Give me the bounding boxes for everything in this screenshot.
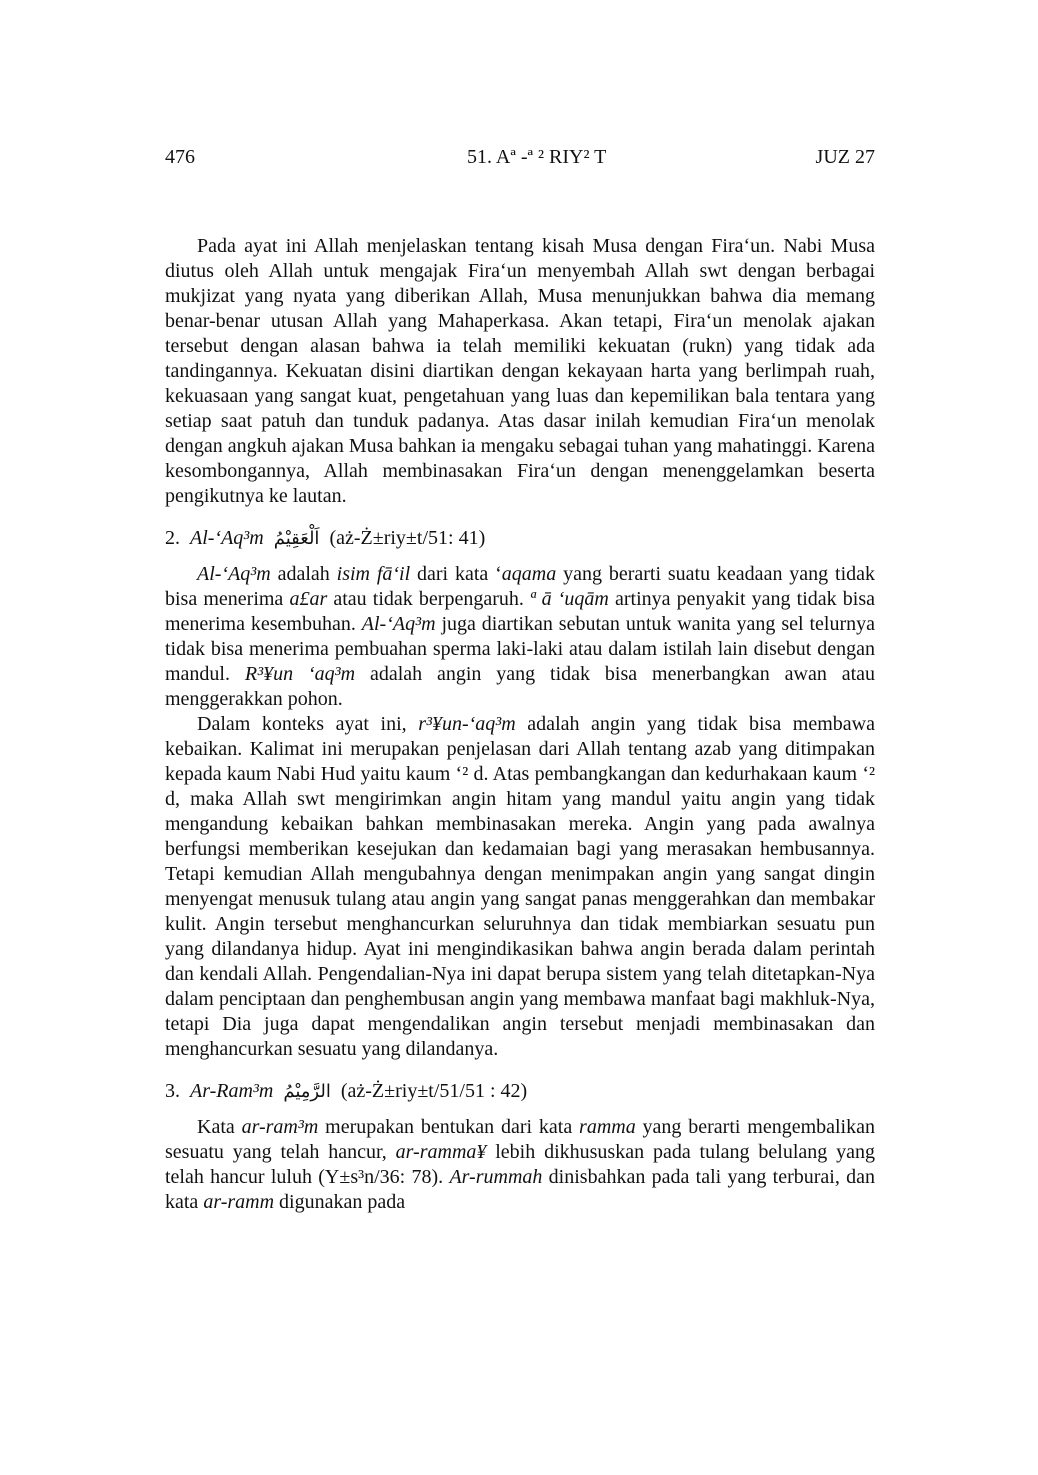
text-run: adalah (270, 563, 337, 585)
juz-label: JUZ 27 (815, 146, 875, 168)
section-term: Al-‘Aq³m (190, 527, 264, 549)
text-run: atau tidak berpengaruh. (327, 588, 530, 610)
text-run: Kata (197, 1116, 242, 1138)
paragraph-al-aqim-definition (165, 562, 875, 712)
text-run: artinya penyakit yang tidak bisa menerima kesembuhan. (165, 588, 875, 635)
arabic-term: الرَّمِيْمُ (283, 1081, 331, 1102)
paragraph-al-aqim-context (165, 712, 875, 1062)
text-run: adalah angin yang tidak bisa membawa kebaikan. Kalimat ini merupakan penjelasan dari Allah tentang azab yang ditimpakan kepada kaum Nabi Hud yaitu kaum ‘² d. Atas pembangkangan dan kedurhakaan kaum ‘² d, maka Allah swt mengirimkan angin hitam yang mandul yaitu angin yang tidak mengandung kebaikan bahkan membinasakan mereka. Angin yang pada awalnya berfungsi memberikan kesejukan dan kedamaian bagi yang merasakan hembusannya. Tetapi kemudian Allah mengubahnya dengan menimpakan angin yang sangat dingin menyengat menusuk tulang atau angin yang sangat panas menggerahkan dan membakar kulit. Angin tersebut menghancurkan seluruhnya dan tidak membiarkan sesuatu pun yang dilandanya hidup. Ayat ini mengindikasikan bahwa angin berada dalam perintah dan kendali Allah. Pengendalian-Nya ini dapat berupa sistem yang telah ditetapkan-Nya dalam penciptaan dan penghembusan angin yang membawa manfaat bagi makhluk-Nya, tetapi Dia juga dapat mengendalikan angin tersebut menjadi membinasakan dan menghancurkan sesuatu yang dilandanya. (165, 713, 875, 1060)
term-italic: ar-ramma¥ (395, 1141, 487, 1163)
text-run: adalah angin yang tidak bisa menerbangkan awan atau menggerakkan pohon. (165, 663, 875, 710)
running-title: 51. Aª -ª ² RIY² T (467, 146, 607, 168)
section-reference: (aż-Ż±riy±t/51/51 : 42) (340, 1080, 528, 1102)
text-run: lebih dikhususkan pada tulang belulang yang telah hancur luluh (Y±s³n/36: 78). (165, 1141, 876, 1188)
term-italic: ar-ramm (203, 1191, 275, 1213)
section-reference: (aż-Ż±riy±t/51: 41) (329, 527, 486, 549)
term-italic: r³¥un-‘aq³m (418, 713, 516, 735)
term-italic: aqama (501, 563, 557, 585)
term-italic: a£ar (289, 588, 328, 610)
term-italic: isim fā‘il (336, 563, 411, 585)
text-run: yang berarti mengembalikan sesuatu yang telah hancur, (165, 1116, 875, 1163)
term-italic: Ar-rummah (449, 1166, 543, 1188)
text-run: Dalam konteks ayat ini, (197, 713, 419, 735)
section-term: Ar-Ram³m (190, 1080, 274, 1102)
text-run: dinisbahkan pada tali yang terburai, dan kata (165, 1166, 875, 1213)
text-run: digunakan pada (274, 1191, 406, 1213)
section-number: 2. (165, 527, 180, 549)
section-heading-al-aqim (165, 524, 875, 553)
paragraph-firaun: Pada ayat ini Allah menjelaskan tentang kisah Musa dengan Fira‘un. Nabi Musa diutus oleh Allah untuk mengajak Fira‘un menyembah Allah swt dengan berbagai mukjizat yang nyata yang diberikan Allah, Musa menunjukkan bahwa dia memang benar-benar utusan Allah yang Mahaperkasa. Akan tetapi, Fira‘un menolak ajakan tersebut dengan alasan bahwa ia telah memiliki kekuatan (rukn) yang tidak ada tandingannya. Kekuatan disini diartikan dengan kekayaan harta yang berlimpah ruah, kekuasaan yang sangat kuat, pengetahuan yang luas dan kepemilikan bala tentara yang setiap saat patuh dan tunduk padanya. Atas dasar inilah kemudian Fira‘un menolak dengan angkuh ajakan Musa bahkan ia mengaku sebagai tuhan yang mahatinggi. Karena kesombongannya, Allah membinasakan Fira‘un dengan menenggelamkan beserta pengikutnya ke lautan. (165, 235, 875, 507)
term-italic: ar-ram³m (241, 1116, 319, 1138)
main-text (165, 234, 875, 1215)
section-number: 3. (165, 1080, 180, 1102)
text-run: merupakan bentukan dari kata (318, 1116, 580, 1138)
section-heading-ar-ramim (165, 1077, 875, 1106)
page-number: 476 (165, 146, 195, 168)
term-italic: ª ā ‘uqām (530, 588, 609, 610)
text-run: dari kata ‘ (410, 563, 502, 585)
arabic-term: اَلْعَقِيْمُ (273, 528, 320, 549)
paragraph-ar-ramim-definition (165, 1115, 875, 1215)
page-header (165, 146, 875, 174)
text-run: yang berarti suatu keadaan yang tidak bisa menerima (165, 563, 876, 610)
term-italic: Al-‘Aq³m (361, 613, 436, 635)
text-run: juga diartikan sebutan untuk wanita yang sel telurnya tidak bisa menerima pembuahan sperma laki-laki atau dalam istilah lain disebut dengan mandul. (165, 613, 875, 685)
term-italic: ramma (579, 1116, 636, 1138)
term-italic: R³¥un ‘aq³m (244, 663, 356, 685)
term-italic: Al-‘Aq³m (197, 563, 271, 585)
